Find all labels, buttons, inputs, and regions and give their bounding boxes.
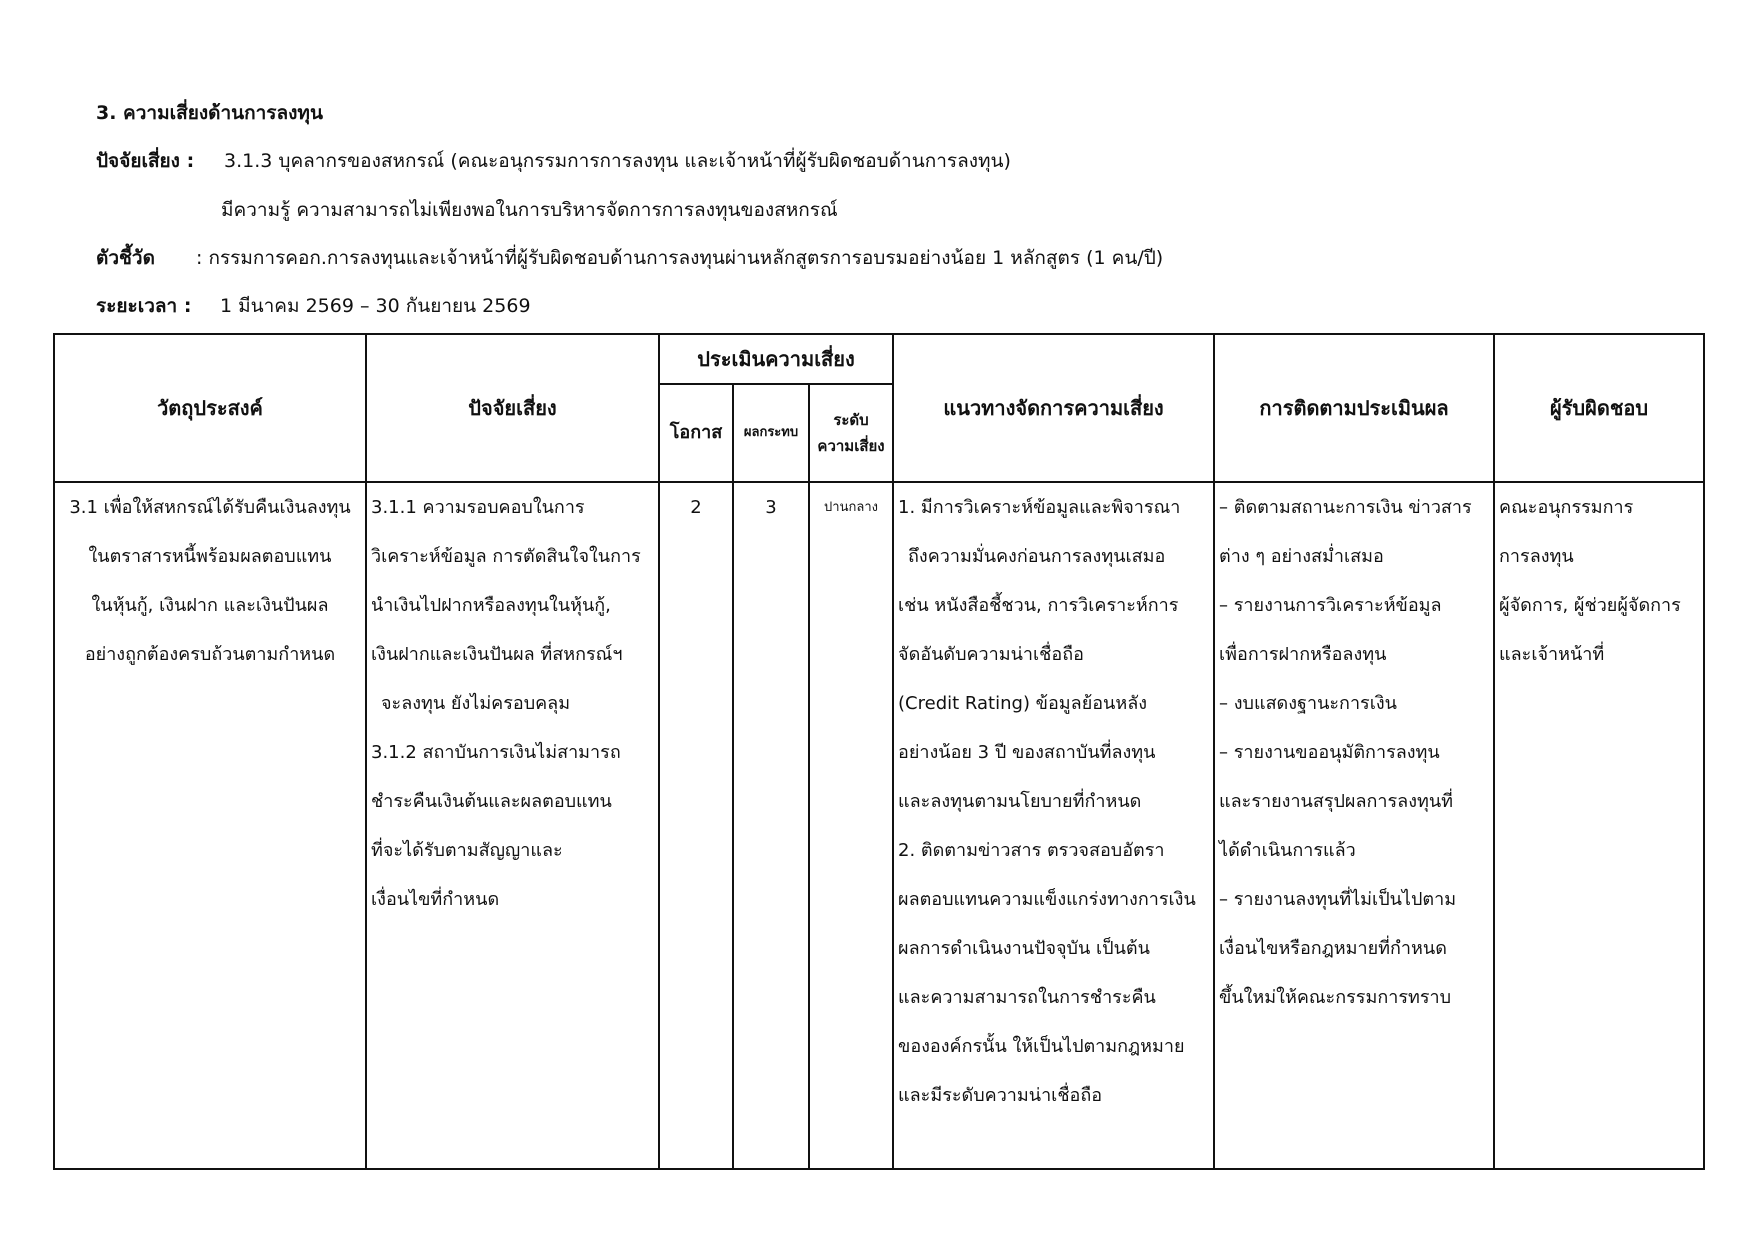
text-line: ขององค์กรนั้น ให้เป็นไปตามกฎหมาย [898, 1036, 1185, 1057]
header-likelihood: โอกาส [659, 384, 733, 482]
indicator-text: กรรมการคอก.การลงทุนและเจ้าหน้าที่ผู้รับผิดชอบด้านการลงทุนผ่านหลักสูตรการอบรมอย่างน้อย 1 หลักสูตร (1 คน/ปี) [208, 247, 1164, 269]
text-line: 3.1 เพื่อให้สหกรณ์ได้รับคืนเงินลงทุน [69, 497, 351, 518]
header-monitoring: การติดตามประเมินผล [1214, 334, 1494, 482]
cell-level: ปานกลาง [809, 482, 893, 1169]
text-line: – งบแสดงฐานะการเงิน [1219, 693, 1397, 714]
cell-monitoring [1214, 482, 1494, 1169]
text-line: และมีระดับความน่าเชื่อถือ [898, 1085, 1103, 1106]
text-line: – รายงานลงทุนที่ไม่เป็นไปตาม [1219, 889, 1457, 910]
risk-factor-label: ปัจจัยเสี่ยง : [96, 150, 195, 172]
text-line: ผลการดำเนินงานปัจจุบัน เป็นต้น [898, 938, 1150, 959]
text-line: ในตราสารหนี้พร้อมผลตอบแทน [88, 546, 332, 567]
text-line: และลงทุนตามนโยบายที่กำหนด [898, 791, 1142, 812]
risk-factor-text-2: มีความรู้ ความสามารถไม่เพียงพอในการบริหารจัดการการลงทุนของสหกรณ์ [221, 199, 838, 221]
cell-responsible [1494, 482, 1704, 1169]
period-line [96, 293, 531, 319]
text-line: ถึงความมั่นคงก่อนการลงทุนเสมอ [908, 546, 1166, 567]
text-line: เพื่อการฝากหรือลงทุน [1219, 644, 1387, 665]
cell-likelihood: 2 [659, 482, 733, 1169]
header-level [809, 384, 893, 482]
header-management: แนวทางจัดการความเสี่ยง [893, 334, 1214, 482]
header-impact: ผลกระทบ [733, 384, 809, 482]
text-line: อย่างถูกต้องครบถ้วนตามกำหนด [84, 644, 336, 665]
text-line: ได้ดำเนินการแล้ว [1219, 840, 1356, 861]
header-level-line-1: ระดับ [833, 411, 869, 429]
text-line: 1. มีการวิเคราะห์ข้อมูลและพิจารณา [898, 497, 1181, 518]
table-row [54, 482, 1704, 1169]
text-line: เงื่อนไขหรือกฎหมายที่กำหนด [1219, 938, 1447, 959]
text-line: ชำระคืนเงินต้นและผลตอบแทน [371, 791, 612, 812]
text-line: เงินฝากและเงินปันผล ที่สหกรณ์ฯ [371, 644, 623, 665]
text-line: จัดอันดับความน่าเชื่อถือ [898, 644, 1084, 665]
text-line: (Credit Rating) ข้อมูลย้อนหลัง [898, 693, 1148, 714]
cell-impact: 3 [733, 482, 809, 1169]
text-line: 3.1.1 ความรอบคอบในการ [371, 497, 585, 518]
text-line: ผลตอบแทนความแข็งแกร่งทางการเงิน [898, 889, 1196, 910]
cell-objective [54, 482, 366, 1169]
text-line: จะลงทุน ยังไม่ครอบคลุม [381, 693, 571, 714]
text-line: – รายงานขออนุมัติการลงทุน [1219, 742, 1440, 763]
text-line: คณะอนุกรรมการ [1499, 497, 1634, 518]
text-line: 2. ติดตามข่าวสาร ตรวจสอบอัตรา [898, 840, 1165, 861]
text-line: การลงทุน [1499, 546, 1574, 567]
header-objective: วัตถุประสงค์ [54, 334, 366, 482]
text-line: อย่างน้อย 3 ปี ของสถาบันที่ลงทุน [898, 742, 1156, 763]
text-line: เงื่อนไขที่กำหนด [371, 889, 500, 910]
text-line: ที่จะได้รับตามสัญญาและ [371, 840, 563, 861]
text-line: – ติดตามสถานะการเงิน ข่าวสาร [1219, 497, 1472, 518]
text-line: เช่น หนังสือชี้ชวน, การวิเคราะห์การ [898, 595, 1179, 616]
section-title: 3. ความเสี่ยงด้านการลงทุน [96, 102, 323, 124]
risk-factor-line [96, 148, 1011, 174]
indicator-line [96, 245, 1163, 271]
header-risk-factor: ปัจจัยเสี่ยง [366, 334, 659, 482]
text-line: และความสามารถในการชำระคืน [898, 987, 1156, 1008]
header-assessment: ประเมินความเสี่ยง [659, 334, 893, 384]
text-line: และเจ้าหน้าที่ [1499, 644, 1605, 665]
text-line: – รายงานการวิเคราะห์ข้อมูล [1219, 595, 1442, 616]
text-line: ในหุ้นกู้, เงินฝาก และเงินปันผล [91, 595, 329, 616]
header-level-line-2: ความเสี่ยง [817, 437, 885, 455]
text-line: 3.1.2 สถาบันการเงินไม่สามารถ [371, 742, 621, 763]
period-label: ระยะเวลา : [96, 295, 192, 317]
text-line: วิเคราะห์ข้อมูล การตัดสินใจในการ [371, 546, 641, 567]
text-line: ขึ้นใหม่ให้คณะกรรมการทราบ [1219, 987, 1452, 1008]
cell-management [893, 482, 1214, 1169]
header-responsible: ผู้รับผิดชอบ [1494, 334, 1704, 482]
text-line: และรายงานสรุปผลการลงทุนที่ [1219, 791, 1454, 812]
period-text: 1 มีนาคม 2569 – 30 กันยายน 2569 [220, 295, 531, 317]
indicator-label: ตัวชี้วัด [96, 247, 155, 269]
risk-table [53, 333, 1705, 1170]
risk-factor-text-1: 3.1.3 บุคลากรของสหกรณ์ (คณะอนุกรรมการการลงทุน และเจ้าหน้าที่ผู้รับผิดชอบด้านการลงทุน) [224, 150, 1011, 172]
cell-risk-factor [366, 482, 659, 1169]
text-line: ต่าง ๆ อย่างสม่ำเสมอ [1219, 546, 1384, 567]
text-line: ผู้จัดการ, ผู้ช่วยผู้จัดการ [1499, 595, 1681, 616]
indicator-colon: : [196, 247, 203, 269]
text-line: นำเงินไปฝากหรือลงทุนในหุ้นกู้, [371, 595, 611, 616]
